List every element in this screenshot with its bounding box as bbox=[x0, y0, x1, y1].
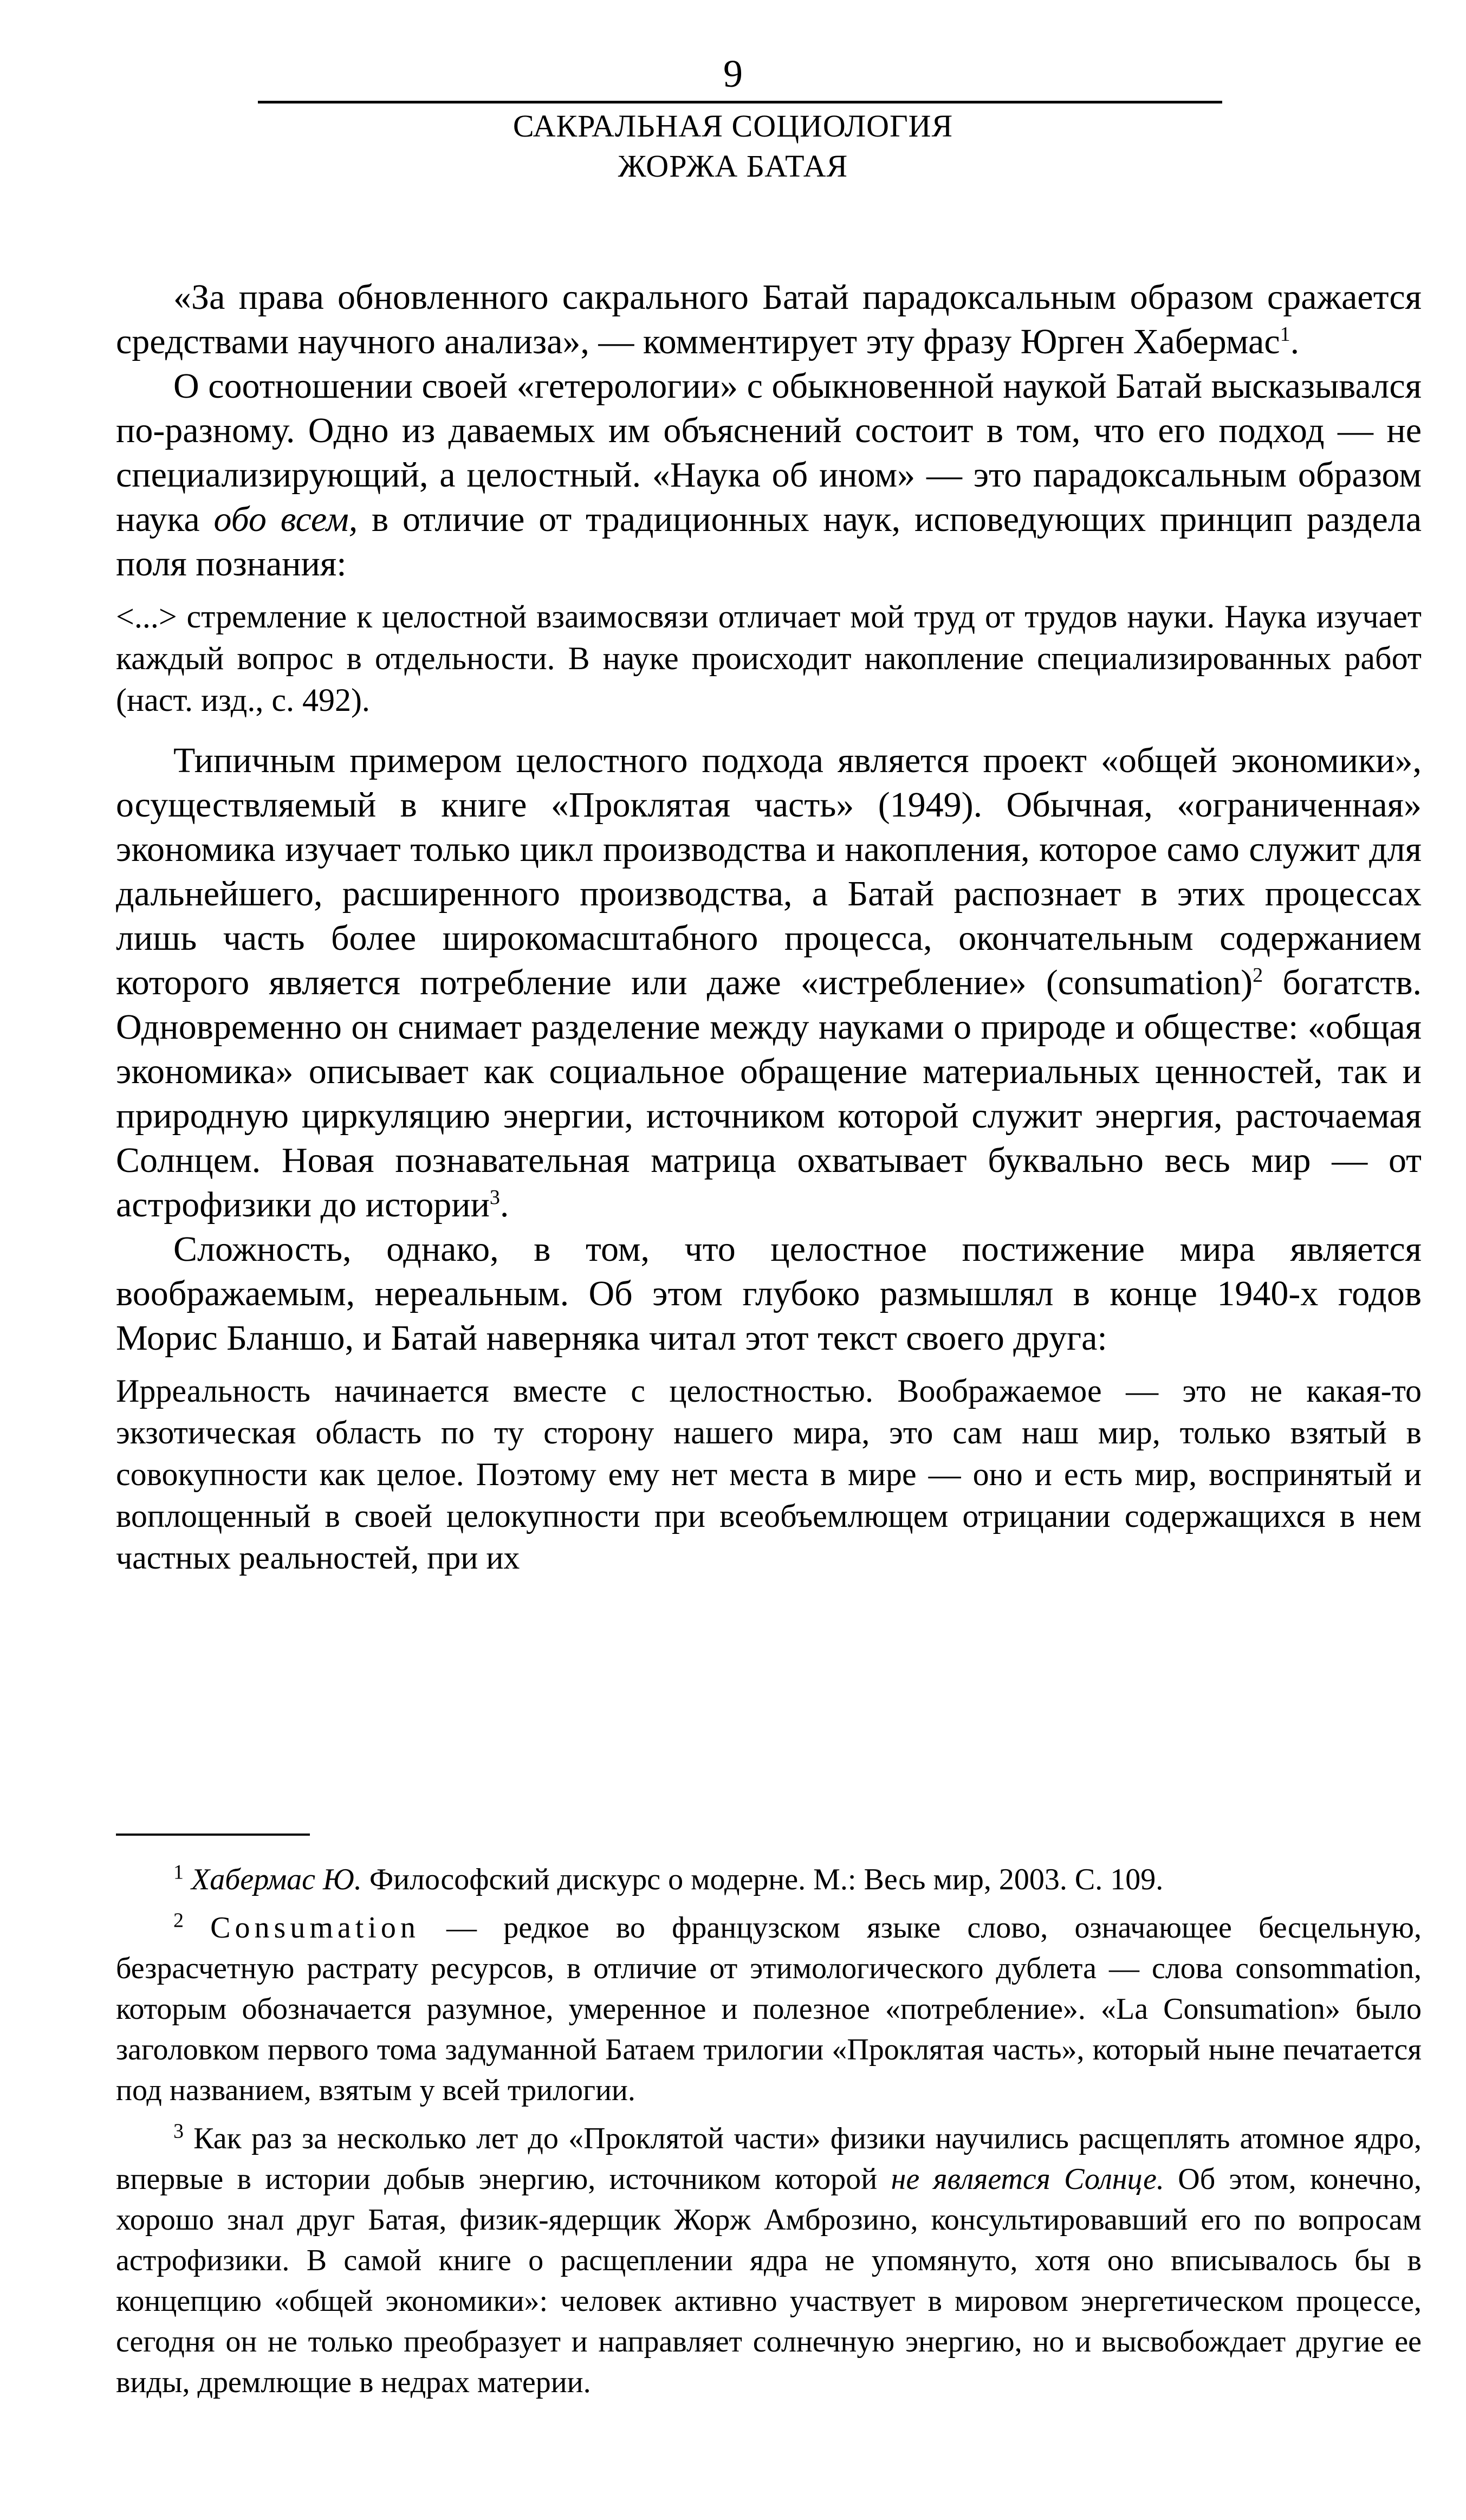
paragraph-1 bbox=[116, 275, 1422, 364]
running-head bbox=[0, 106, 1466, 186]
footnote-1-text: Философский дискурс о модерне. М.: Весь мир, 2003. С. 109. bbox=[361, 1863, 1164, 1896]
page-number: 9 bbox=[723, 52, 743, 95]
paragraph-3-end: . bbox=[500, 1185, 509, 1225]
footnote-3-text-a: Как раз за несколько лет до «Проклятой части» физики научились расщеплять атомное ядро, впервые в истории добыв энергию, источником которой bbox=[116, 2122, 1422, 2196]
footnote-ref-2[interactable]: 2 bbox=[1253, 964, 1263, 987]
paragraph-2-emphasis: обо всем, bbox=[213, 500, 358, 539]
footnote-2 bbox=[116, 1908, 1422, 2111]
running-head-line-2: ЖОРЖА БАТАЯ bbox=[618, 148, 848, 184]
paragraph-3-text-b: богатств. Одновременно он снимает разделение между науками о природе и обществе: «общая экономика» описывает как социальное обращение материальных ценностей, так и природную циркуляцию энергии, источником которой служит энергия, расточаемая Солнцем. Новая познавательная матрица охватывает буквально весь мир — от астрофизики до истории bbox=[116, 963, 1422, 1225]
footnote-1 bbox=[116, 1860, 1422, 1900]
footnote-3-text-b: Об этом, конечно, хорошо знал друг Батая, физик-ядерщик Жорж Амброзино, консультировавший его по вопросам астрофизики. В самой книге о расщеплении ядра не упомянуто, хотя оно вписывалось бы в концепцию «общей экономики»: человек активно участвует в мировом энергетическом процессе, сегодня он не только преобразует и направляет солнечную энергию, но и высвобождает другие ее виды, дремлющие в недрах материи. bbox=[116, 2162, 1422, 2399]
footnote-rule bbox=[116, 1834, 310, 1836]
paragraph-1-text: «За права обновленного сакрального Батай парадоксальным образом сражается средствами научного анализа», — комментирует эту фразу Юрген Хабермас bbox=[116, 277, 1422, 361]
body-text bbox=[116, 275, 1422, 1596]
paragraph-3 bbox=[116, 738, 1422, 1227]
paragraph-2-text-a: О соотношении своей «гетерологии» с обыкновенной наукой Батай высказывался по-разному. Одно из даваемых им объяснений состоит в том, что его подход — не специализирующий, а целостный. «Наука об ином» — это парадоксальным образом наука bbox=[116, 366, 1422, 539]
footnote-3 bbox=[116, 2119, 1422, 2403]
paragraph-2 bbox=[116, 364, 1422, 586]
footnote-1-author: Хабермас Ю. bbox=[191, 1863, 362, 1896]
paragraph-4: Сложность, однако, в том, что целостное постижение мира является воображаемым, нереальным. Об этом глубоко размышлял в конце 1940-х годов Морис Бланшо, и Батай наверняка читал этот текст своего друга: bbox=[116, 1229, 1422, 1358]
footnotes bbox=[116, 1860, 1422, 2411]
block-quote-2: Ирреальность начинается вместе с целостностью. Воображаемое — это не какая-то экзотическая область по ту сторону нашего мира, это сам наш мир, только взятый в совокупности как целое. Поэтому ему нет места в мире — оно и есть мир, воспринятый и воплощенный в своей целокупности при всеобъемлющем отрицании содержащихся в нем частных реальностей, при их bbox=[116, 1373, 1422, 1576]
footnote-2-number: 2 bbox=[173, 1909, 184, 1932]
footnote-2-term: Consumation bbox=[210, 1911, 420, 1945]
running-head-line-1: САКРАЛЬНАЯ СОЦИОЛОГИЯ bbox=[513, 108, 953, 144]
header-rule bbox=[258, 101, 1222, 103]
footnote-1-number: 1 bbox=[173, 1861, 184, 1884]
footnote-ref-1[interactable]: 1 bbox=[1280, 323, 1290, 346]
footnote-ref-3[interactable]: 3 bbox=[489, 1186, 500, 1209]
footnote-3-number: 3 bbox=[173, 2120, 184, 2143]
footnote-3-emphasis: не является Солнце. bbox=[891, 2162, 1164, 2196]
paragraph-3-text-a: Типичным примером целостного подхода является проект «общей экономики», осуществляемый в книге «Проклятая часть» (1949). Обычная, «ограниченная» экономика изучает только цикл производства и накопления, которое само служит для дальнейшего, расширенного производства, а Батай распознает в этих процессах лишь часть более широкомасштабного процесса, окончательным содержанием которого является потребление или даже «истребление» (consumation) bbox=[116, 741, 1422, 1002]
block-quote-1: <...> стремление к целостной взаимосвязи отличает мой труд от трудов науки. Наука изучает каждый вопрос в отдельности. В науке происходит накопление специализированных работ (наст. изд., с. 492). bbox=[116, 599, 1422, 718]
footnote-2-text: — редкое во французском языке слово, означающее бесцельную, безрасчетную растрату ресурсов, в отличие от этимологического дублета — слова consommation, которым обозначается разумное, умеренное и полезное «потребление». «La Consumation» было заголовком первого тома задуманной Батаем трилогии «Проклятая часть», который ныне печатается под названием, взятым у всей трилогии. bbox=[116, 1911, 1422, 2107]
paragraph-2-text-b: в отличие от традиционных наук, исповедующих принцип раздела поля познания: bbox=[116, 500, 1422, 584]
paragraph-1-end: . bbox=[1290, 322, 1300, 361]
